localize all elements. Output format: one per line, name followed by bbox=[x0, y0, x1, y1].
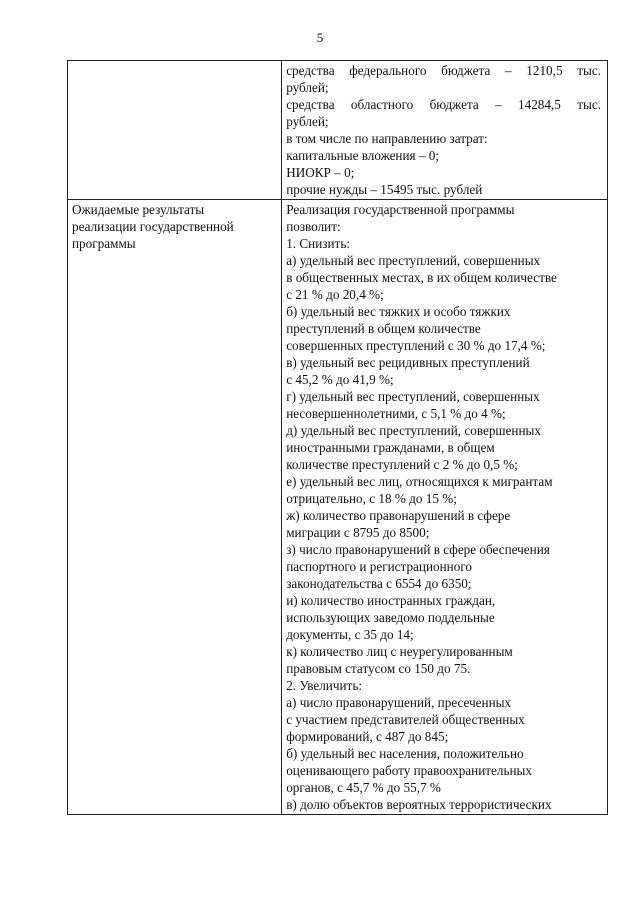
text-line: паспортного и регистрационного bbox=[286, 559, 472, 574]
row-label-line: реализации государственной bbox=[72, 219, 234, 234]
row-content-cell bbox=[282, 200, 608, 815]
program-passport-table bbox=[67, 60, 608, 815]
table-row bbox=[68, 200, 608, 815]
text-line: 1. Снизить: bbox=[286, 236, 350, 251]
text-line: с 21 % до 20,4 %; bbox=[286, 287, 384, 302]
text-line: к) количество лиц с неурегулированным bbox=[286, 644, 513, 659]
text-line: а) число правонарушений, пресеченных bbox=[286, 695, 512, 710]
text-line: в том числе по направлению затрат: bbox=[286, 131, 488, 146]
text-line: ж) количество правонарушений в сфере bbox=[286, 508, 511, 523]
text-line: НИОКР – 0; bbox=[286, 165, 355, 180]
text-line: в) удельный вес рецидивных преступлений bbox=[286, 355, 530, 370]
text-line: прочие нужды – 15495 тыс. рублей bbox=[286, 182, 483, 197]
text-line: б) удельный вес тяжких и особо тяжких bbox=[286, 304, 511, 319]
row-label-cell bbox=[68, 200, 282, 815]
text-line: совершенных преступлений с 30 % до 17,4 %; bbox=[286, 338, 546, 353]
text-line: д) удельный вес преступлений, совершенных bbox=[286, 423, 542, 438]
text-line: а) удельный вес преступлений, совершенных bbox=[286, 253, 541, 268]
text-line: 2. Увеличить: bbox=[286, 678, 362, 693]
text-line: Реализация государственной программы bbox=[286, 202, 515, 217]
text-line: законодательства с 6554 до 6350; bbox=[286, 576, 472, 591]
table-row bbox=[68, 61, 608, 200]
text-line: оценивающего работу правоохранительных bbox=[286, 763, 532, 778]
text-line: б) удельный вес населения, положительно bbox=[286, 746, 524, 761]
text-line: в общественных местах, в их общем количестве bbox=[286, 270, 557, 285]
text-line: з) число правонарушений в сфере обеспечения bbox=[286, 542, 550, 557]
text-line: количестве преступлений с 2 % до 0,5 %; bbox=[286, 457, 518, 472]
text-line: средства федерального бюджета – 1210,5 тыс. bbox=[286, 63, 601, 78]
text-line: правовым статусом со 150 до 75. bbox=[286, 661, 471, 676]
row-content-cell bbox=[282, 61, 608, 200]
text-line: позволит: bbox=[286, 219, 341, 234]
page-number: 5 bbox=[316, 30, 324, 45]
text-line: отрицательно, с 18 % до 15 %; bbox=[286, 491, 457, 506]
text-line: и) количество иностранных граждан, bbox=[286, 593, 496, 608]
text-line: формирований, с 487 до 845; bbox=[286, 729, 449, 744]
row-label-cell bbox=[68, 61, 282, 200]
text-line: органов, с 45,7 % до 55,7 % bbox=[286, 780, 441, 795]
text-line: документы, с 35 до 14; bbox=[286, 627, 414, 642]
row-label-line: Ожидаемые результаты bbox=[72, 202, 205, 217]
text-line: иностранными гражданами, в общем bbox=[286, 440, 495, 455]
text-line: использующих заведомо поддельные bbox=[286, 610, 495, 625]
text-line: рублей; bbox=[286, 80, 329, 95]
text-line: рублей; bbox=[286, 114, 329, 129]
text-line: е) удельный вес лиц, относящихся к мигрантам bbox=[286, 474, 553, 489]
text-line: с участием представителей общественных bbox=[286, 712, 525, 727]
text-line: в) долю объектов вероятных террористических bbox=[286, 797, 552, 812]
text-line: средства областного бюджета – 14284,5 тыс. bbox=[286, 97, 601, 112]
text-line: преступлений в общем количестве bbox=[286, 321, 481, 336]
text-line: с 45,2 % до 41,9 %; bbox=[286, 372, 394, 387]
text-line: несовершеннолетними, с 5,1 % до 4 %; bbox=[286, 406, 506, 421]
text-line: миграции с 8795 до 8500; bbox=[286, 525, 430, 540]
row-label-line: программы bbox=[72, 236, 136, 251]
text-line: капитальные вложения – 0; bbox=[286, 148, 440, 163]
text-line: г) удельный вес преступлений, совершенных bbox=[286, 389, 540, 404]
